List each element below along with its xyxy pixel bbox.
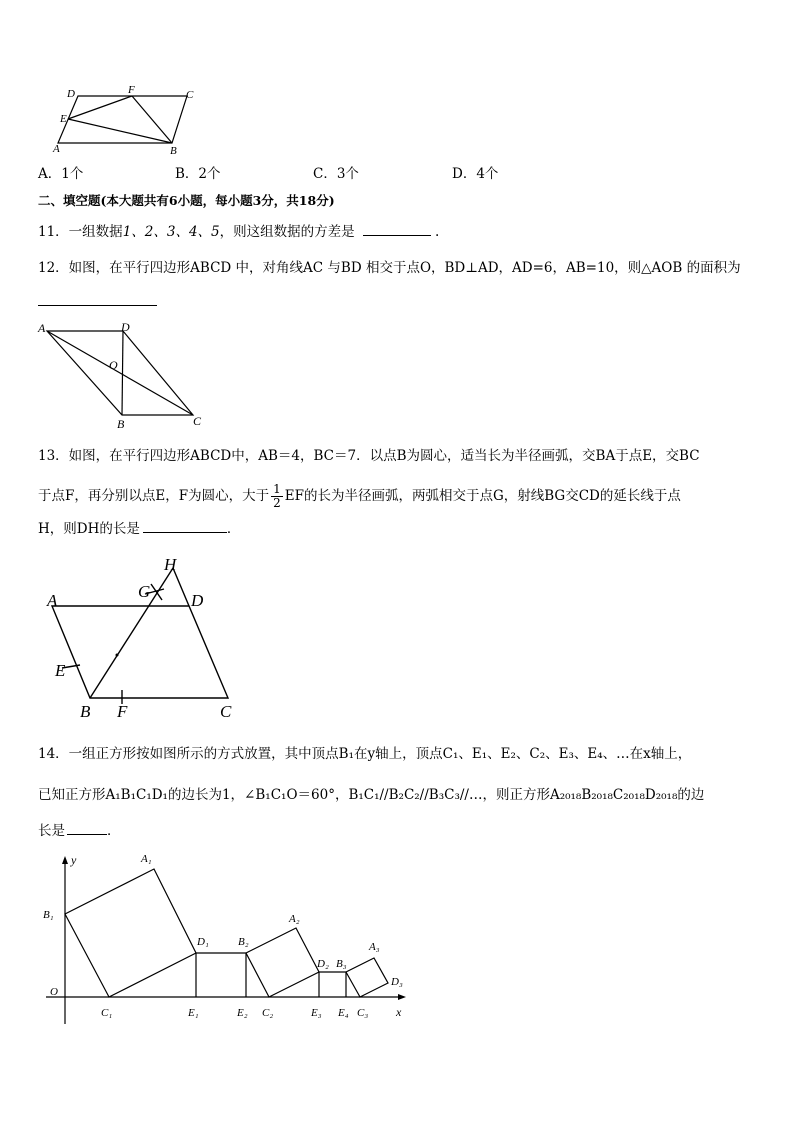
q13-fraction-denominator: 2: [273, 496, 281, 510]
question-12: 12．如图，在平行四边形ABCD 中，对角线AC 与BD 相交于点O，BD⊥AD，AD=6，AB=10，则△AOB 的面积为: [38, 260, 741, 276]
q11-end: .: [434, 224, 440, 240]
q11-suffix: ，则这组数据的方差是: [219, 224, 355, 240]
q10-label-b: B: [170, 145, 177, 157]
q13-line3-text: H，则DH的长是: [38, 521, 140, 537]
q14-label-d3: D₃: [391, 976, 403, 988]
q14-end: ．: [107, 823, 121, 839]
q10-option-a: A．1个: [38, 166, 84, 182]
q14-label-y: y: [71, 853, 77, 867]
q13-label-b: B: [80, 702, 91, 721]
q10-label-c: C: [186, 89, 194, 101]
q14-label-d2: D₂: [317, 958, 329, 970]
q13-line2-part2: EF的长为半径画弧，两弧相交于点G，射线BG交CD的延长线于点: [284, 488, 681, 504]
q13-label-c: C: [220, 702, 232, 721]
q12-label-b: B: [117, 417, 125, 431]
q10-option-c: C．3个: [313, 166, 359, 182]
q14-label-a1: A₁: [141, 853, 152, 865]
question-14-line1: 14．一组正方形按如图所示的方式放置，其中顶点B₁在y轴上，顶点C₁、E₁、E₂、C₂、E₃、E₄、…在x轴上，: [38, 746, 692, 762]
q12-figure: [30, 318, 210, 431]
q10-label-a: A: [53, 143, 60, 155]
q13-line2-part1: 于点F，再分别以点E，F为圆心，大于: [38, 488, 270, 504]
question-13-line3: [38, 520, 240, 538]
question-13-line1: 13．如图，在平行四边形ABCD中，AB＝4，BC＝7．以点B为圆心，适当长为半径画弧，交BA于点E，交BC: [38, 448, 700, 464]
q14-label-a2: A₂: [289, 913, 300, 925]
q14-label-o: O: [50, 986, 58, 998]
q10-option-b: B．2个: [175, 166, 221, 182]
q14-answer-blank[interactable]: [67, 822, 107, 835]
q13-label-d: D: [191, 591, 204, 610]
q14-label-c2: C₂: [262, 1007, 274, 1019]
q10-label-e: E: [60, 113, 67, 125]
q12-label-d: D: [121, 320, 130, 334]
question-14-line3: [38, 822, 121, 840]
question-11: [38, 223, 439, 241]
q11-data: 1、2、3、4、5: [122, 224, 220, 240]
q14-label-b1: B₁: [43, 909, 54, 921]
q13-fraction: [271, 483, 283, 510]
q13-label-f: F: [117, 702, 128, 721]
q14-label-e3: E₃: [311, 1007, 322, 1019]
q11-answer-blank[interactable]: [363, 223, 431, 236]
q14-label-e4: E₄: [338, 1007, 349, 1019]
q11-prefix: 11．一组数据: [38, 224, 123, 240]
q14-label-e1: E₁: [188, 1007, 199, 1019]
q14-label-x: x: [396, 1005, 402, 1019]
q14-label-b2: B₂: [238, 936, 249, 948]
q13-label-e: E: [55, 661, 66, 680]
q14-label-b3: B₃: [336, 958, 347, 970]
q13-end: ．: [226, 521, 241, 537]
section-heading: 二、填空题(本大题共有6小题，每小题3分，共18分): [38, 193, 335, 208]
q12-label-c: C: [193, 414, 202, 428]
q14-line3-text: 长是: [38, 823, 65, 839]
q12-label-a: A: [38, 321, 46, 335]
q14-figure: [30, 850, 410, 1035]
q13-figure: [40, 552, 250, 722]
question-14-line2: 已知正方形A₁B₁C₁D₁的边长为1，∠B₁C₁O＝60°，B₁C₁//B₂C₂//B₃C₃//…，则正方形A₂₀₁₈B₂₀₁₈C₂₀₁₈D₂₀₁₈的边: [38, 787, 705, 803]
q14-label-d1: D₁: [197, 936, 209, 948]
q13-fraction-numerator: 1: [273, 482, 281, 496]
q14-label-e2: E₂: [237, 1007, 248, 1019]
q12-label-o: O: [109, 358, 118, 372]
q10-label-f: F: [128, 84, 135, 96]
question-13-line2: [38, 483, 681, 510]
q14-label-c3: C₃: [357, 1007, 369, 1019]
q10-label-d: D: [67, 88, 75, 100]
q12-answer-blank[interactable]: [38, 305, 157, 306]
q13-answer-blank[interactable]: [143, 520, 227, 533]
q14-label-c1: C₁: [101, 1007, 113, 1019]
q14-label-a3: A₃: [369, 941, 380, 953]
q10-figure: [50, 86, 250, 156]
q13-label-g: G: [138, 582, 151, 601]
q13-label-a: A: [47, 591, 58, 610]
q10-option-d: D．4个: [452, 166, 499, 182]
q13-label-h: H: [164, 555, 177, 574]
